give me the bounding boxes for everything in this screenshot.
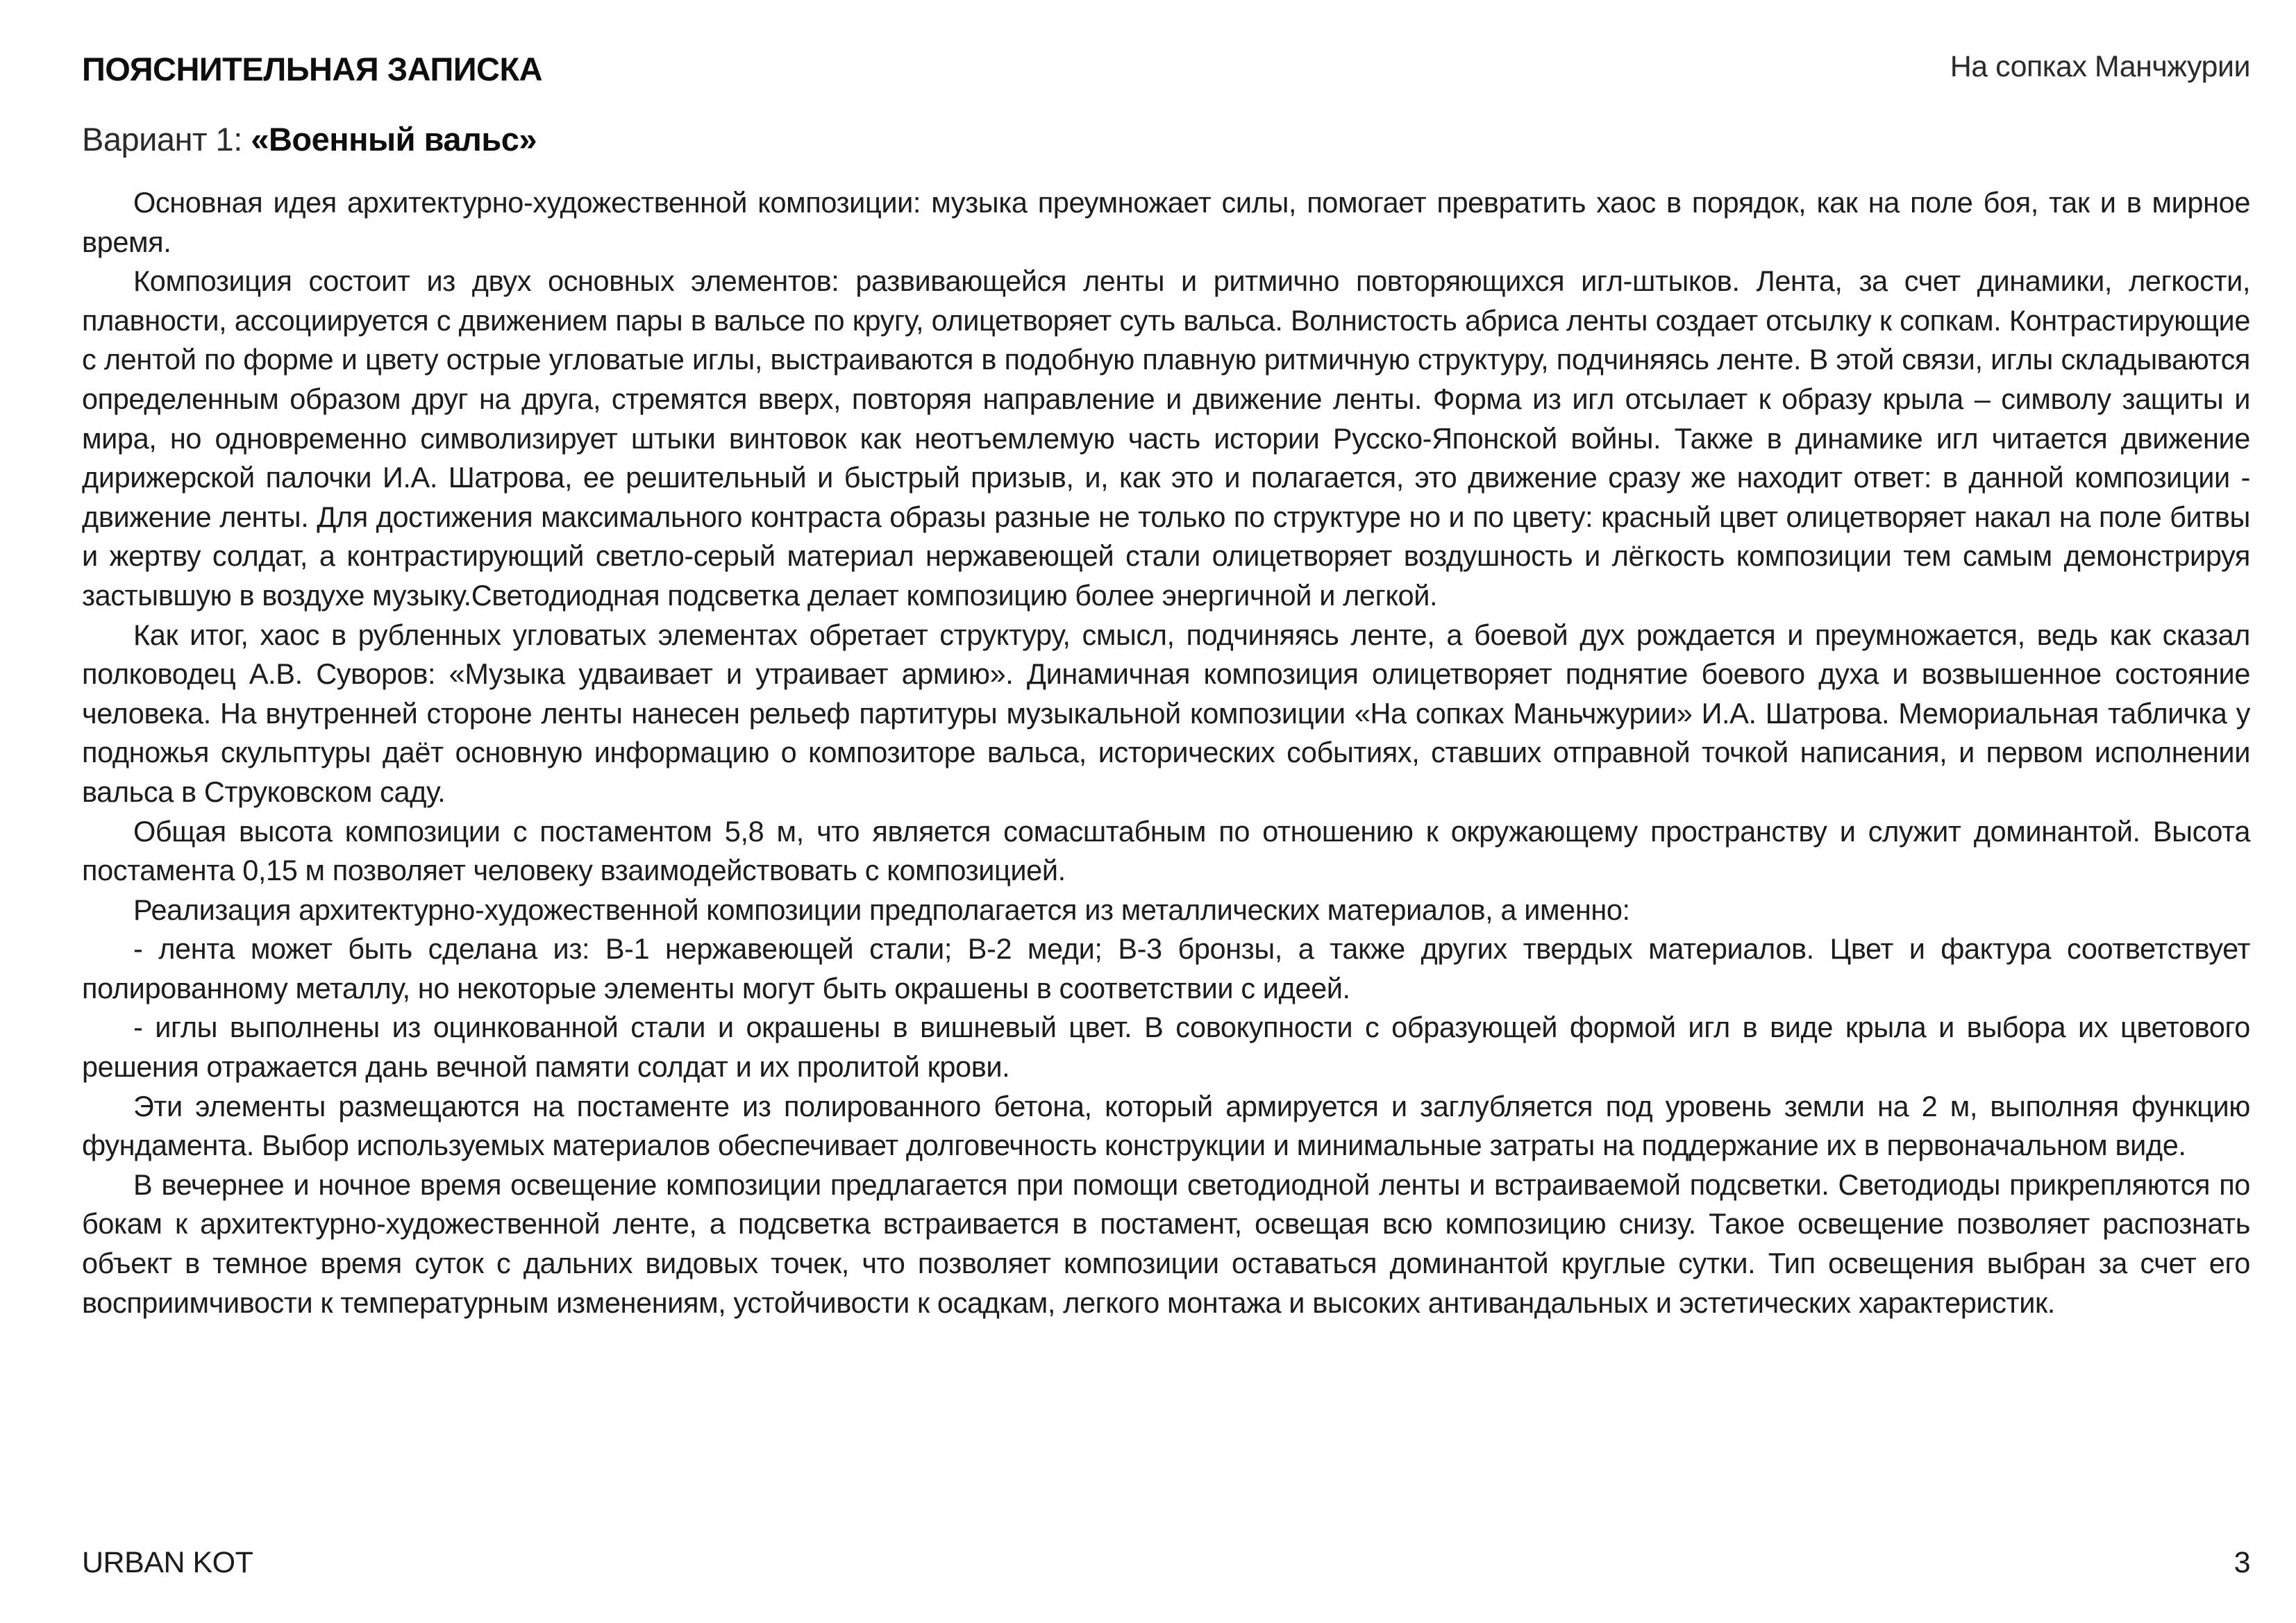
paragraph: Эти элементы размещаются на постаменте из полированного бетона, который армируется и заглубляется под уровень земли на 2 м, выполняя функцию фундамента. Выбор используемых материалов обеспечивает долговечность конструкции и минимальные затраты на поддержание их в первоначальном виде. (82, 1089, 2250, 1162)
paragraph: - лента может быть сделана из: В-1 нержавеющей стали; В-2 меди; В-3 бронзы, а также других твердых материалов. Цвет и фактура соответствует полированному металлу, но некоторые элементы могут быть окрашены в соответствии с идеей. (82, 932, 2250, 1004)
page-footer (82, 1546, 2250, 1580)
page-title: ПОЯСНИТЕЛЬНАЯ ЗАПИСКА (82, 51, 543, 87)
variant-name: «Военный вальс» (251, 121, 537, 158)
paragraph: Как итог, хаос в рубленных угловатых элементах обретает структуру, смысл, подчиняясь ленте, а боевой дух рождается и преумножается, ведь как сказал полководец А.В. Суворов: «Музыка удваивает и утраивает армию». Динамичная композиция олицетворяет поднятие боевого духа и возвышенное состояние человека. На внутренней стороне ленты нанесен рельеф партитуры музыкальной композиции «На сопках Маньчжурии» И.А. Шатрова. Мемориальная табличка у подножья скульптуры даёт основную информацию о композиторе вальса, исторических событиях, ставших отправной точкой написания, и первом исполнении вальса в Струковском саду. (82, 618, 2250, 808)
paragraph: Реализация архитектурно-художественной композиции предполагается из металлических материалов, а именно: (133, 893, 1630, 926)
page-header (82, 50, 2250, 88)
page-number: 3 (2234, 1546, 2250, 1579)
footer-brand: URBAN KOT (82, 1546, 253, 1579)
header-right-label: На сопках Манчжурии (1950, 50, 2250, 83)
paragraph: Общая высота композиции с постаментом 5,8 м, что является сомасштабным по отношению к окружающему пространству и служит доминантой. Высота постамента 0,15 м позволяет человеку взаимодействовать с композицией. (82, 814, 2250, 887)
variant-heading (82, 120, 2250, 158)
paragraph: Композиция состоит из двух основных элементов: развивающейся ленты и ритмично повторяющихся игл-штыков. Лента, за счет динамики, легкости, плавности, ассоциируется с движением пары в вальсе по кругу, олицетворяет суть вальса. Волнистость абриса ленты создает отсылку к сопкам. Контрастирующие с лентой по форме и цвету острые угловатые иглы, выстраиваются в подобную плавную ритмичную структуру, подчиняясь ленте. В этой связи, иглы складываются определенным образом друг на друга, стремятся вверх, повторяя направление и движение ленты. Форма из игл отсылает к образу крыла – символу защиты и мира, но одновременно символизирует штыки винтовок как неотъемлемую часть истории Русско-Японской войны. Также в динамике игл читается движение дирижерской палочки И.А. Шатрова, ее решительный и быстрый призыв, и, как это и полагается, это движение сразу же находит ответ: в данной композиции - движение ленты. Для достижения максимального контраста образы разные не только по структуре но и по цвету: красный цвет олицетворяет накал на поле битвы и жертву солдат, а контрастирующий светло-серый материал нержавеющей стали олицетворяет воздушность и лёгкость композиции тем самым демонстрируя застывшую в воздухе музыку.Светодиодная подсветка делает композицию более энергичной и легкой. (82, 264, 2250, 612)
paragraph: Основная идея архитектурно-художественной композиции: музыка преумножает силы, помогает превратить хаос в порядок, как на поле боя, так и в мирное время. (82, 186, 2250, 258)
body-text (82, 183, 2250, 1322)
variant-label: Вариант 1: (82, 121, 251, 158)
paragraph: - иглы выполнены из оцинкованной стали и окрашены в вишневый цвет. В совокупности с образующей формой игл в виде крыла и выбора их цветового решения отражается дань вечной памяти солдат и их пролитой крови. (82, 1011, 2250, 1084)
paragraph: В вечернее и ночное время освещение композиции предлагается при помощи светодиодной ленты и встраиваемой подсветки. Светодиоды прикрепляются по бокам к архитектурно-художественной ленте, а подсветка встраивается в постамент, освещая всю композицию снизу. Такое освещение позволяет распознать объект в темное время суток с дальних видовых точек, что позволяет композиции оставаться доминантой круглые сутки. Тип освещения выбран за счет его восприимчивости к температурным изменениям, устойчивости к осадкам, легкого монтажа и высоких антивандальных и эстетических характеристик. (82, 1168, 2250, 1319)
